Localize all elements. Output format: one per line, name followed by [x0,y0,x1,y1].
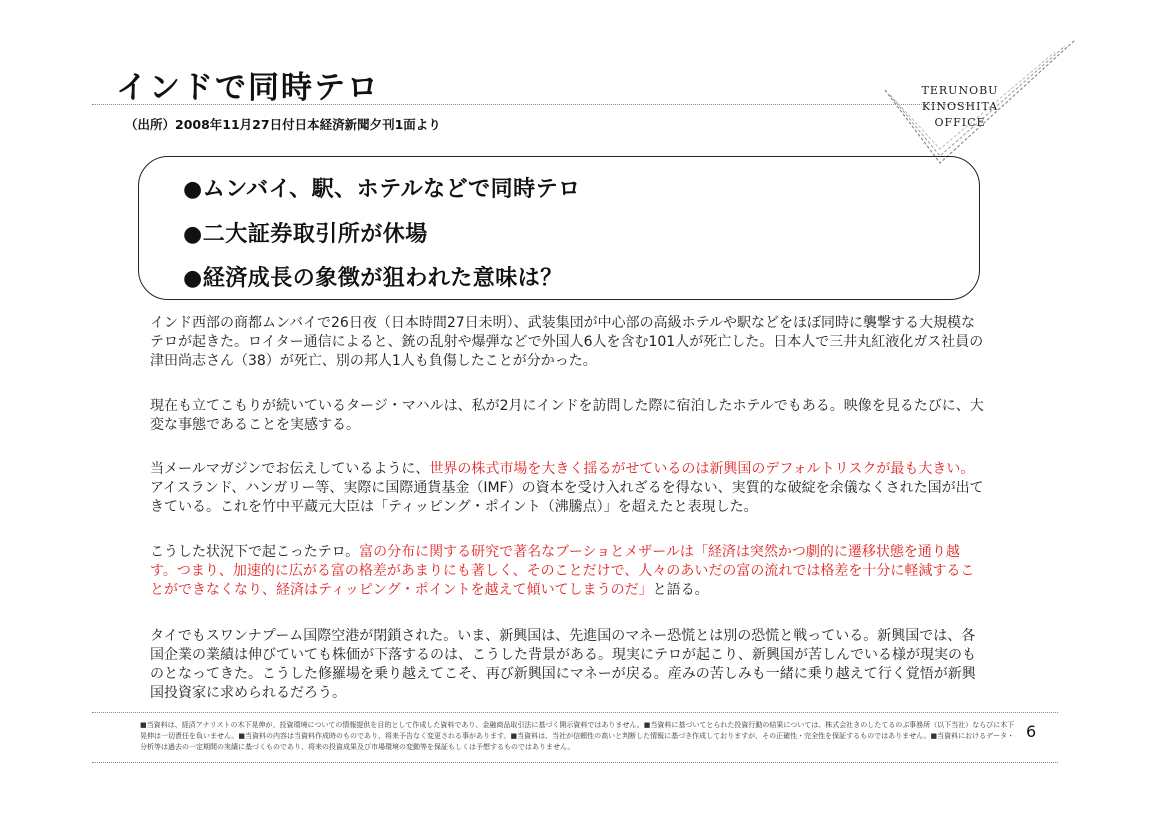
key-point: ●経済成長の象徴が狙われた意味は？ [183,266,563,291]
logo-line-3: OFFICE [934,116,986,129]
key-point: ●二大証券取引所が休場 [183,222,428,247]
title-divider [92,104,972,105]
paragraph-text: と語る。 [652,582,709,598]
logo-line-1: TERUNOBU [921,84,999,97]
paragraph-text: アイスランド、ハンガリー等、実際に国際通貨基金（IMF）の資本を受け入れざるを得ない、実質的な破綻を余儀なくされた国が出てきている。これを竹中平蔵元大臣は「ティッピング・ポイント（沸騰点）」を超えたと表現した。 [150,480,984,515]
key-points-box [138,156,980,300]
body-paragraph-tipping-point [150,543,985,600]
page-number: 6 [1026,722,1037,741]
footer-divider [92,712,1058,713]
page-title: インドで同時テロ [116,70,380,106]
body-paragraph-thailand: タイでもスワンナプーム国際空港が閉鎖された。いま、新興国は、先進国のマネー恐慌とは別の恐慌と戦っている。新興国では、各国企業の業績は伸びていても株価が下落するのは、こうした背景がある。現実にテロが起こり、新興国が苦しんでいる様が現実のものとなってきた。こうした修羅場を乗り越えてこそ、再び新興国にマネーが戻る。産みの苦しみも一緒に乗り越えて行く覚悟が新興国投資家に求められるだろう。 [150,628,976,701]
logo-wordmark [910,83,1010,131]
emphasis-text: 世界の株式市場を大きく揺るがせているのは新興国のデフォルトリスクが最も大きい。 [429,461,975,477]
bottom-divider [92,762,1058,763]
body-paragraph-news: インド西部の商都ムンバイで26日夜（日本時間27日未明）、武装集団が中心部の高級ホテルや駅などをほぼ同時に襲撃する大規模なテロが起きた。ロイター通信によると、銃の乱射や爆弾などで外国人6人を含む101人が死亡した。日本人で三井丸紅液化ガス社員の津田尚志さん（38）が死亡、別の邦人1人も負傷したことが分かった。 [150,315,984,369]
logo-line-2: KINOSHITA [921,100,999,113]
paragraph-text: こうした状況下で起こったテロ。 [150,544,360,560]
disclaimer: ■当資料は、経済アナリストの木下晃伸が、投資環境についての情報提供を目的として作成した資料であり、金融商品取引法に基づく開示資料ではありません。■当資料に基づいてとられた投資行動の結果については、株式会社きのしたてるのぶ事務所（以下当社）ならびに木下晃伸は一切責任を負いません。■当資料の内容は当資料作成時のものであり、将来予告なく変更される事があります。■当資料は、当社が信頼性の高いと判断した情報に基づき作成しておりますが、その正確性・完全性を保証するものではありません。■当資料におけるデータ・分析等は過去の一定期間の実績に基づくものであり、将来の投資成果及び市場環境の変動等を保証もしくは予想するものではありません。 [140,721,1015,751]
paragraph-text: 当メールマガジンでお伝えしているように、 [150,461,430,477]
emphasis-text: 富の分布に関する研究で著名なブーショとメザールは「経済は突然かつ劇的に遷移状態を通り越す。つまり、加速的に広がる富の格差があまりにも著しく、そのことだけで、人々のあいだの富の流れでは格差を十分に軽減することができなくなり、経済はティッピング・ポイントを越えて傾いてしまうのだ」 [150,544,975,598]
key-point: ●ムンバイ、駅、ホテルなどで同時テロ [183,177,581,202]
body-paragraph-default-risk [150,460,985,517]
body-paragraph-taj: 現在も立てこもりが続いているタージ・マハルは、私が2月にインドを訪問した際に宿泊したホテルでもある。映像を見るたびに、大変な事態であることを実感する。 [150,398,984,433]
office-logo [880,38,1080,168]
source-citation: （出所）2008年11月27日付日本経済新聞夕刊1面より [125,117,441,132]
